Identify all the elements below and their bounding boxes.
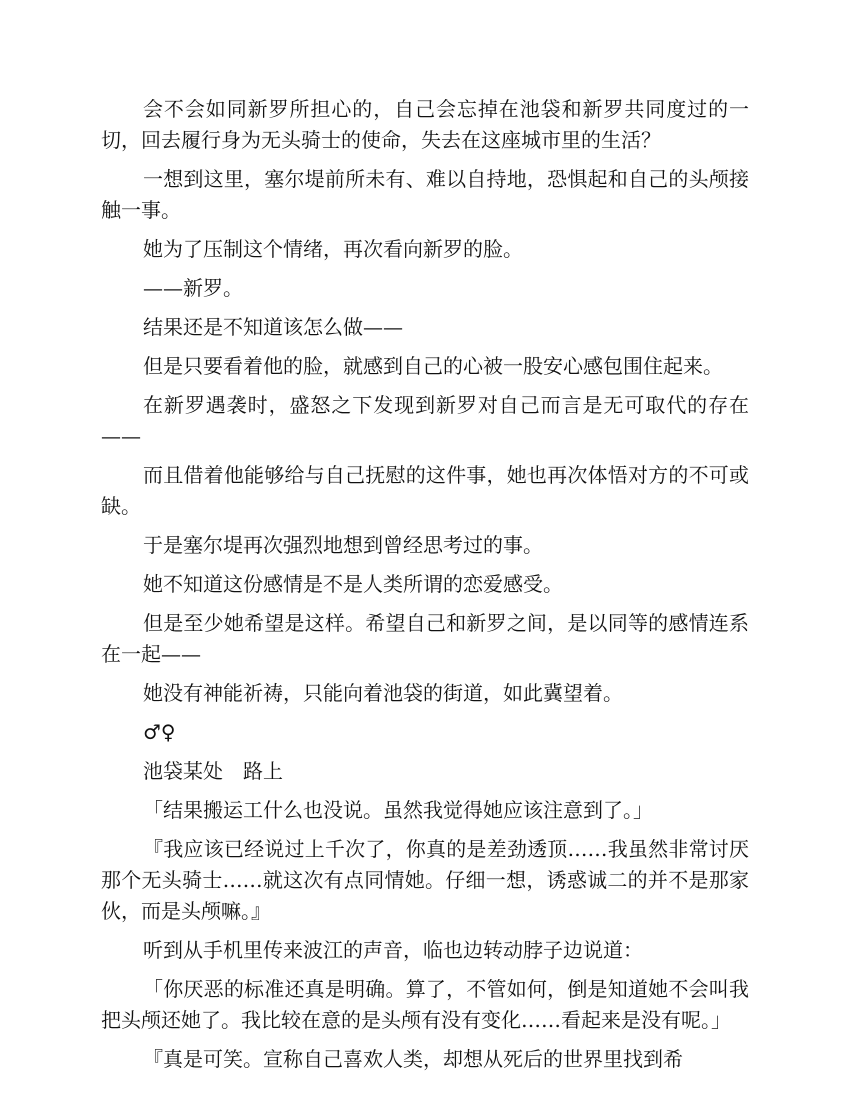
paragraph: 她不知道这份感情是不是人类所谓的恋爱感受。 (143, 572, 563, 596)
paragraph: 会不会如同新罗所担心的，自己会忘掉在池袋和新罗共同度过的一切，回去履行身为无头骑士的使命，失去在这座城市里的生活？ (101, 97, 749, 152)
paragraph: 结果还是不知道该怎么做—— (143, 315, 403, 339)
paragraph: 在新罗遇袭时，盛怒之下发现到新罗对自己而言是无可取代的存在—— (101, 393, 749, 448)
paragraph: 一想到这里，塞尔堤前所未有、难以自持地，恐惧起和自己的头颅接触一事。 (101, 167, 749, 222)
dialogue-paragraph: 「你厌恶的标准还真是明确。算了，不管如何，倒是知道她不会叫我把头颅还她了。我比较在意的是头颅有没有变化……看起来是没有呢。」 (101, 977, 749, 1032)
dialogue-paragraph: 「结果搬运工什么也没说。虽然我觉得她应该注意到了。」 (143, 798, 653, 822)
paragraph: 而且借着他能够给与自己抚慰的这件事，她也再次体悟对方的不可或缺。 (101, 463, 749, 518)
paragraph: 但是至少她希望是这样。希望自己和新罗之间，是以同等的感情连系在一起—— (101, 611, 749, 666)
novel-page (101, 94, 749, 1083)
paragraph: ——新罗。 (143, 276, 243, 300)
scene-break-symbol: ♂♀ (143, 720, 176, 744)
scene-location-heading: 池袋某处 路上 (143, 759, 283, 783)
paragraph: 她没有神能祈祷，只能向着池袋的街道，如此冀望着。 (143, 681, 623, 705)
paragraph: 听到从手机里传来波江的声音，临也边转动脖子边说道： (143, 938, 643, 962)
paragraph: 但是只要看着他的脸，就感到自己的心被一股安心感包围住起来。 (143, 354, 723, 378)
paragraph: 于是塞尔堤再次强烈地想到曾经思考过的事。 (143, 533, 543, 557)
dialogue-paragraph: 『真是可笑。宣称自己喜欢人类，却想从死后的世界里找到希 (143, 1047, 683, 1071)
dialogue-paragraph: 『我应该已经说过上千次了，你真的是差劲透顶……我虽然非常讨厌那个无头骑士……就这次有点同情她。仔细一想，诱惑诚二的并不是那家伙，而是头颅嘛。』 (101, 837, 749, 923)
paragraph: 她为了压制这个情绪，再次看向新罗的脸。 (143, 237, 523, 261)
